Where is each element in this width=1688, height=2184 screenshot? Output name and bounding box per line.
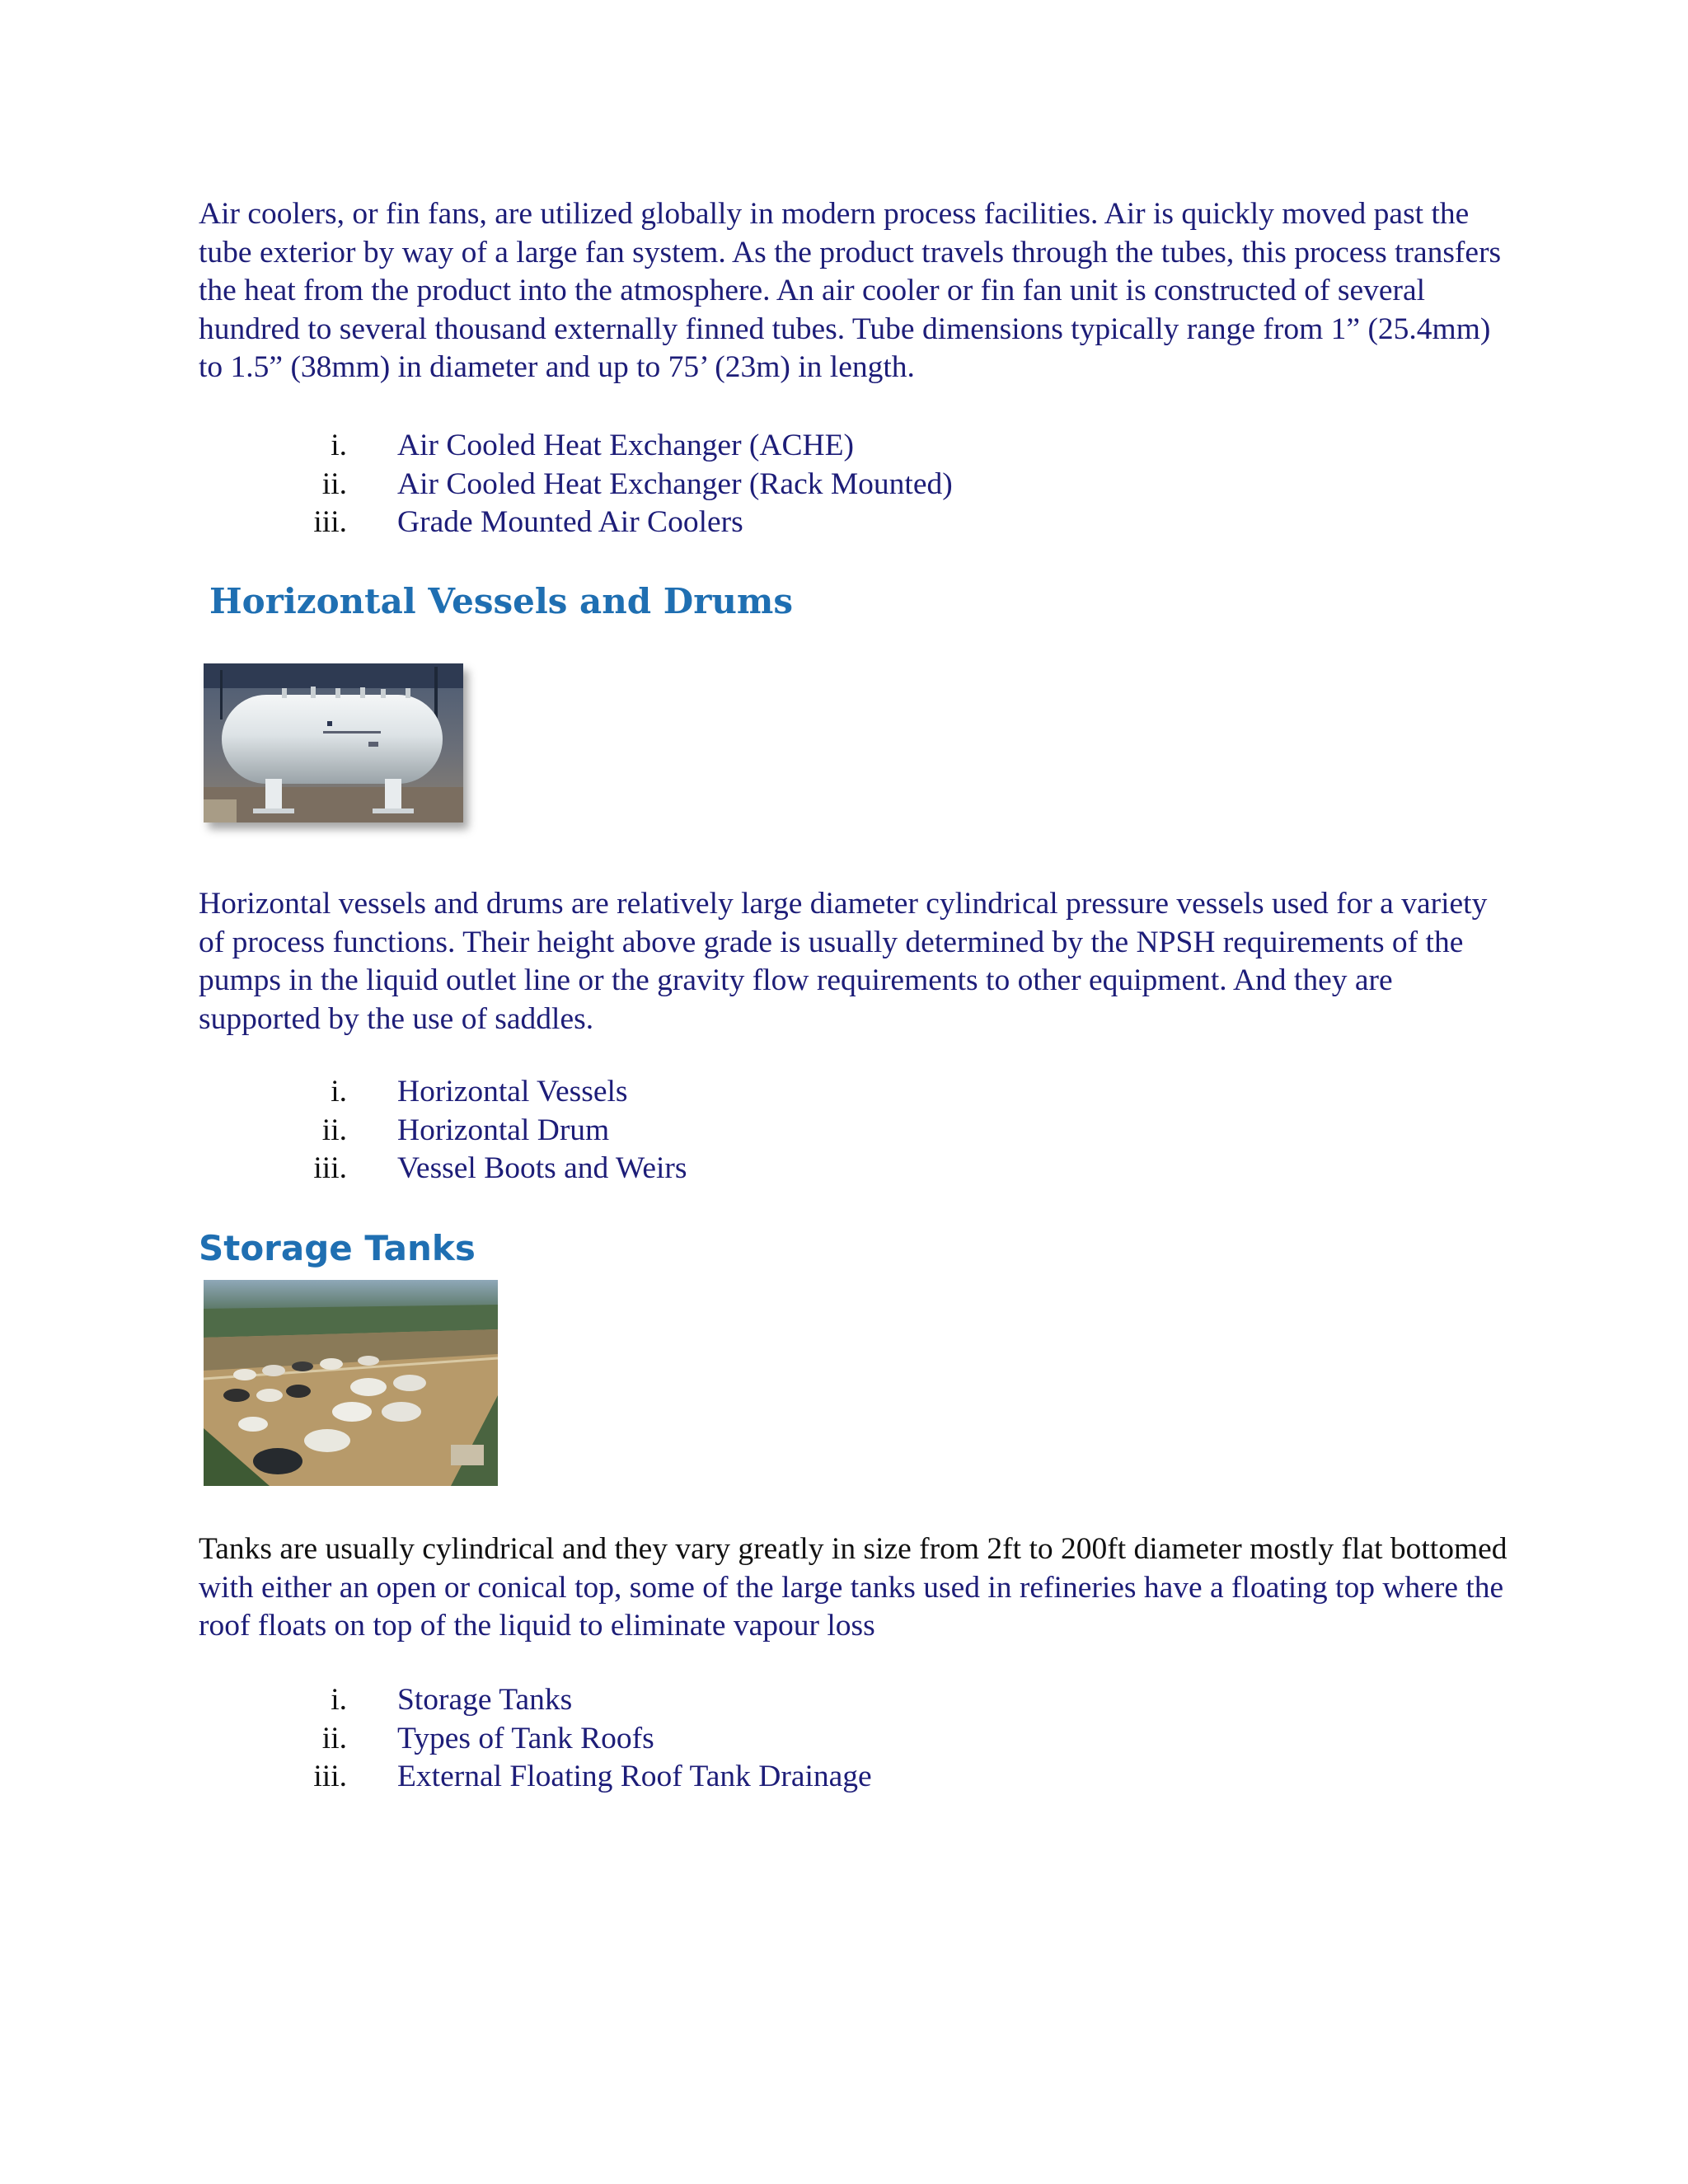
list-item[interactable]: ii. Horizontal Drum xyxy=(199,1112,1353,1151)
horizontal-vessels-paragraph: Horizontal vessels and drums are relatively large diameter cylindrical pressure vessels used for a variety of process functions. Their height above grade is usually determined by the NPSH requirements of the pumps in the liquid outlet line or the gravity flow requirements to other equipment. And they are supported by the use of saddles. xyxy=(199,887,1488,1036)
link-horizontal-drum[interactable]: Horizontal Drum xyxy=(397,1113,610,1147)
list-item[interactable]: i. Horizontal Vessels xyxy=(199,1073,1353,1112)
link-horizontal-vessels[interactable]: Horizontal Vessels xyxy=(397,1075,628,1108)
horizontal-vessels-list xyxy=(199,1073,1353,1188)
storage-tanks-list xyxy=(199,1681,1353,1797)
heading-storage-tanks: Storage Tanks xyxy=(199,1228,476,1268)
list-item[interactable]: i. Air Cooled Heat Exchanger (ACHE) xyxy=(199,427,1353,466)
horizontal-vessel-image xyxy=(204,663,463,823)
link-grade-mounted-air-coolers[interactable]: Grade Mounted Air Coolers xyxy=(397,505,743,539)
list-item[interactable]: iii. Vessel Boots and Weirs xyxy=(199,1150,1353,1188)
storage-tanks-image xyxy=(204,1280,498,1486)
list-item[interactable]: iii. External Floating Roof Tank Drainage xyxy=(199,1758,1353,1797)
air-cooler-list xyxy=(199,427,1353,542)
list-item[interactable]: ii. Air Cooled Heat Exchanger (Rack Mounted) xyxy=(199,466,1353,504)
link-ache[interactable]: Air Cooled Heat Exchanger (ACHE) xyxy=(397,429,854,462)
link-types-of-tank-roofs[interactable]: Types of Tank Roofs xyxy=(397,1721,654,1755)
list-item[interactable]: i. Storage Tanks xyxy=(199,1681,1353,1720)
link-ache-rack-mounted[interactable]: Air Cooled Heat Exchanger (Rack Mounted) xyxy=(397,466,953,501)
storage-tanks-paragraph: Tanks are usually cylindrical and they vary greatly in size from 2ft to 200ft diameter mostly flat bottomed with either an open or conical top, some of the large tanks used in refineries have a floating top where the roof floats on top of the liquid to eliminate vapour loss xyxy=(199,1532,1507,1643)
list-item[interactable]: ii. Types of Tank Roofs xyxy=(199,1720,1353,1759)
intro-paragraph: Air coolers, or fin fans, are utilized globally in modern process facilities. Air is quickly moved past the tube exterior by way of a large fan system. As the product travels through the tubes, this process transfers the heat from the product into the atmosphere. An air cooler or fin fan unit is constructed of several hundred to several thousand externally finned tubes. Tube dimensions typically range from 1” (25.4mm) to 1.5” (38mm) in diameter and up to 75’ (23m) in length. xyxy=(199,197,1502,384)
link-storage-tanks[interactable]: Storage Tanks xyxy=(397,1683,573,1717)
link-vessel-boots-weirs[interactable]: Vessel Boots and Weirs xyxy=(397,1151,687,1185)
heading-horizontal-vessels: Horizontal Vessels and Drums xyxy=(209,581,793,621)
link-external-floating-roof-drainage[interactable]: External Floating Roof Tank Drainage xyxy=(397,1760,872,1793)
list-item[interactable]: iii. Grade Mounted Air Coolers xyxy=(199,504,1353,542)
